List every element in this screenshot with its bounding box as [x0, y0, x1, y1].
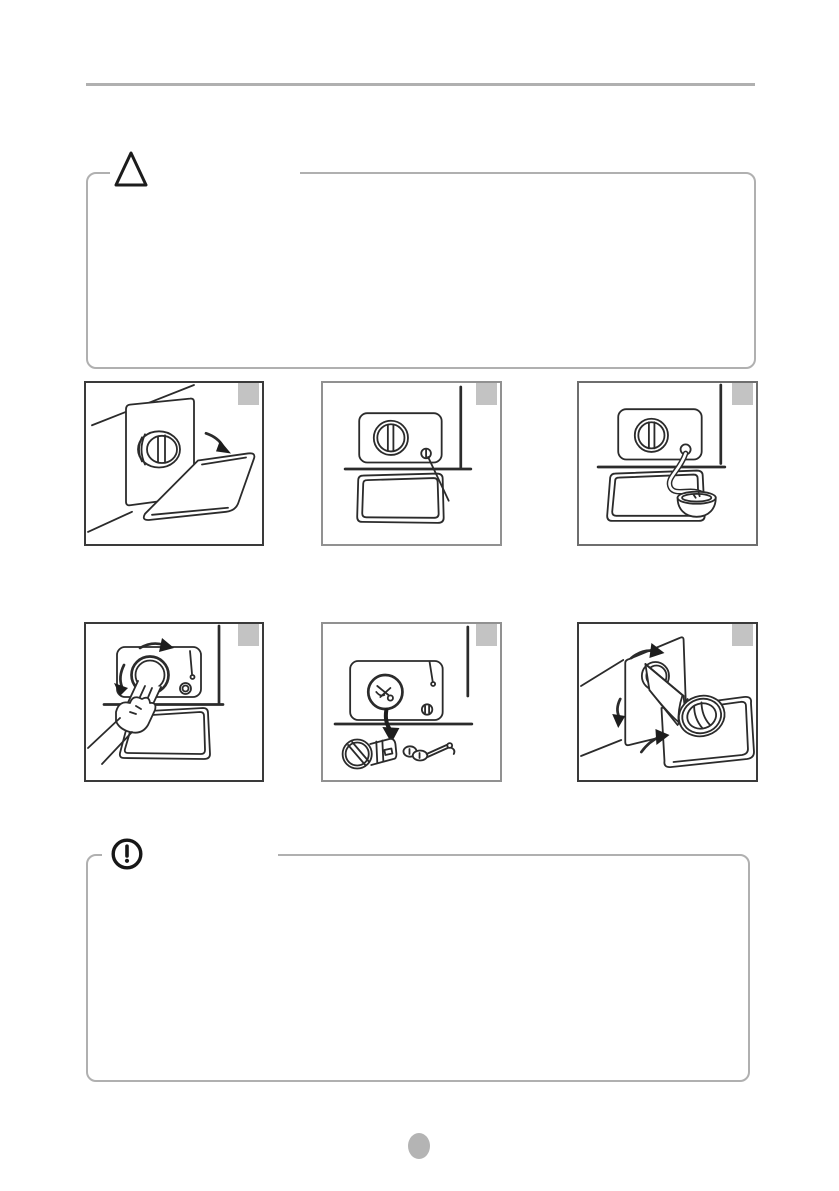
notice-box — [86, 854, 750, 1082]
step-badge — [732, 383, 753, 405]
step-panel-1 — [84, 381, 264, 546]
step-panel-4 — [84, 622, 264, 782]
step-2-illustration — [323, 383, 500, 544]
step-panel-3 — [577, 381, 758, 546]
step-badge — [476, 624, 497, 646]
exclamation-circle-icon — [108, 835, 146, 873]
step-4-illustration — [86, 624, 262, 780]
warning-triangle-icon — [114, 150, 148, 188]
step-1-illustration — [86, 383, 262, 544]
step-panel-2 — [321, 381, 502, 546]
page-number-badge — [408, 1133, 430, 1159]
step-badge — [476, 383, 497, 405]
warning-box — [86, 172, 756, 369]
step-6-illustration — [579, 624, 756, 780]
step-panel-5 — [321, 622, 502, 782]
step-badge — [732, 624, 753, 646]
step-badge — [238, 383, 259, 405]
step-badge — [238, 624, 259, 646]
header-rule — [86, 83, 755, 86]
step-5-illustration — [323, 624, 500, 780]
step-3-illustration — [579, 383, 756, 544]
step-panel-6 — [577, 622, 758, 782]
